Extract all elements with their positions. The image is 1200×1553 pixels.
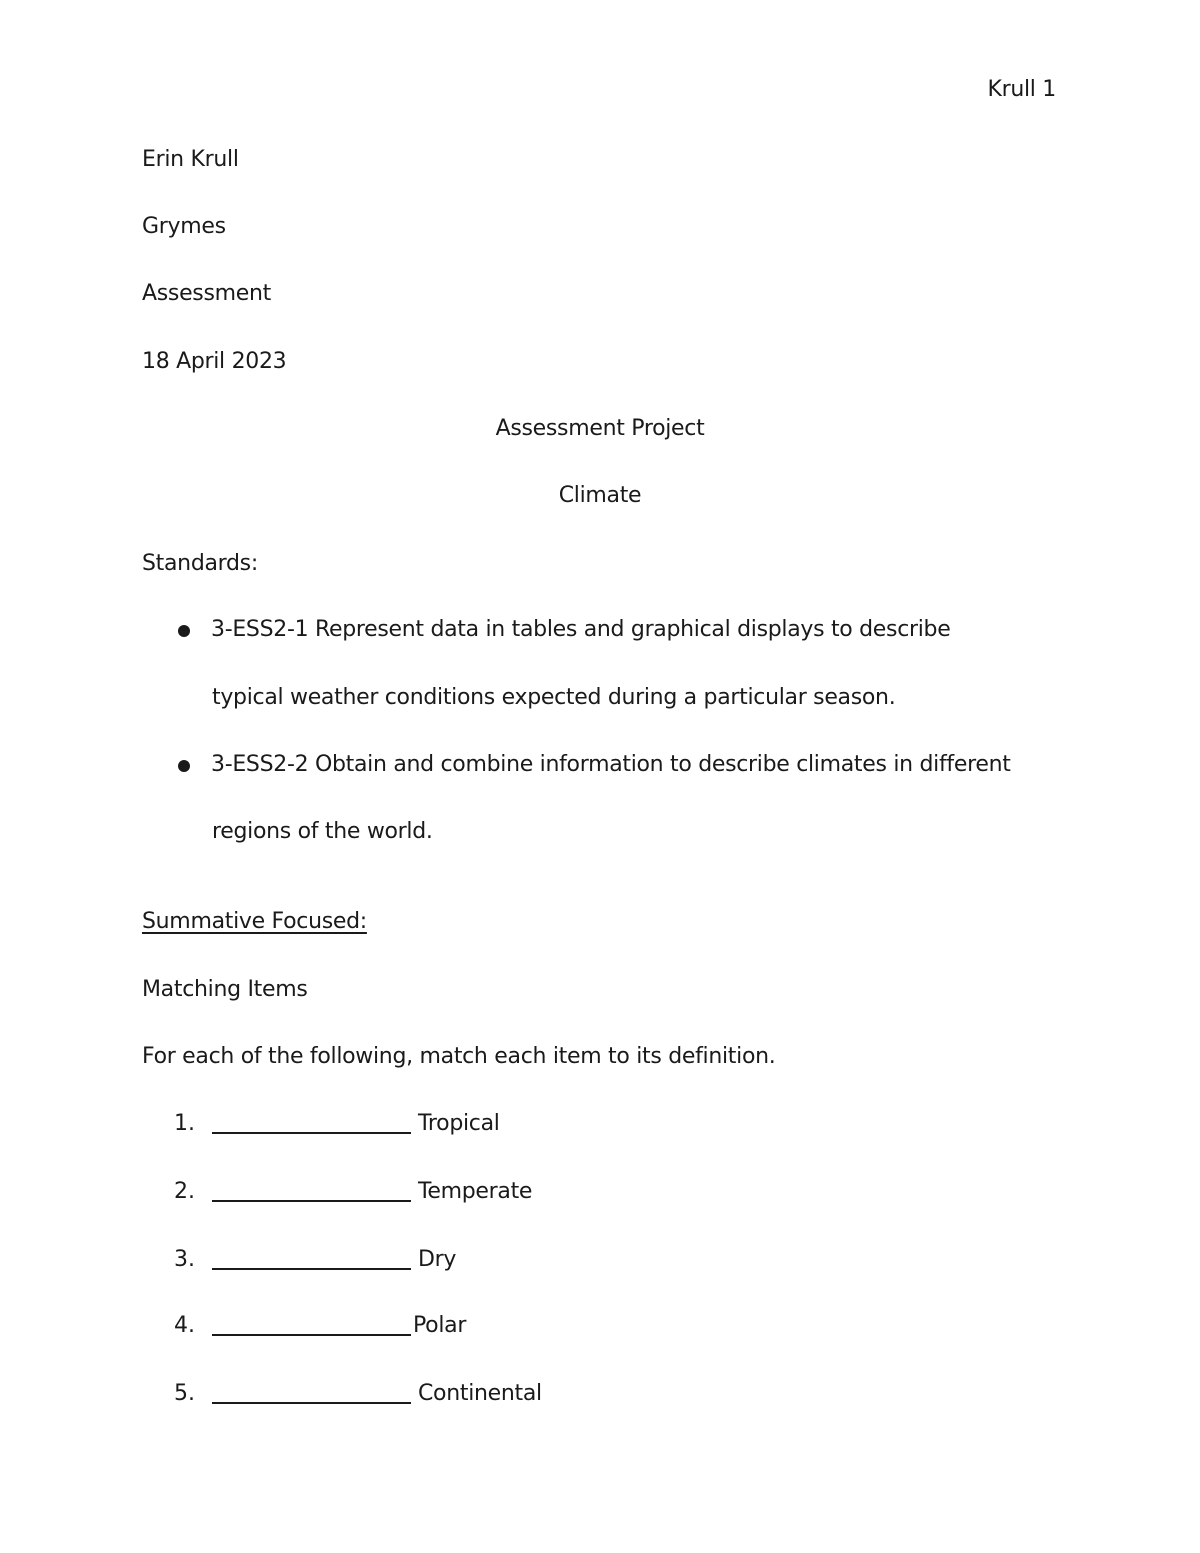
bullet-icon: [178, 760, 190, 772]
item-label: Dry: [418, 1247, 457, 1272]
item-number: 1.: [174, 1111, 195, 1136]
bullet-icon: [178, 625, 190, 637]
matching-section-label: Matching Items: [142, 977, 308, 1002]
answer-blank[interactable]: [212, 1402, 411, 1404]
instructor-name: Grymes: [142, 214, 226, 239]
matching-instructions: For each of the following, match each item to its definition.: [142, 1044, 776, 1069]
item-label: Polar: [413, 1313, 467, 1338]
item-number: 3.: [174, 1247, 195, 1272]
document-subtitle: Climate: [558, 483, 642, 508]
answer-blank[interactable]: [212, 1132, 411, 1134]
student-name: Erin Krull: [142, 147, 239, 172]
item-number: 2.: [174, 1179, 195, 1204]
standard-1-line-1: 3-ESS2-1 Represent data in tables and graphical displays to describe: [211, 617, 951, 642]
answer-blank[interactable]: [212, 1268, 411, 1270]
page-header-label: Krull 1: [987, 77, 1056, 102]
standard-2-line-2: regions of the world.: [212, 819, 433, 844]
answer-blank[interactable]: [212, 1200, 411, 1202]
item-label: Tropical: [418, 1111, 500, 1136]
summative-heading: Summative Focused:: [142, 909, 367, 934]
document-title: Assessment Project: [495, 416, 705, 441]
standards-label: Standards:: [142, 551, 258, 576]
item-label: Temperate: [418, 1179, 533, 1204]
course-name: Assessment: [142, 281, 271, 306]
item-label: Continental: [418, 1381, 542, 1406]
answer-blank[interactable]: [212, 1334, 411, 1336]
document-date: 18 April 2023: [142, 349, 287, 374]
standard-1-line-2: typical weather conditions expected during a particular season.: [212, 685, 896, 710]
standard-2-line-1: 3-ESS2-2 Obtain and combine information to describe climates in different: [211, 752, 1011, 777]
item-number: 5.: [174, 1381, 195, 1406]
item-number: 4.: [174, 1313, 195, 1338]
